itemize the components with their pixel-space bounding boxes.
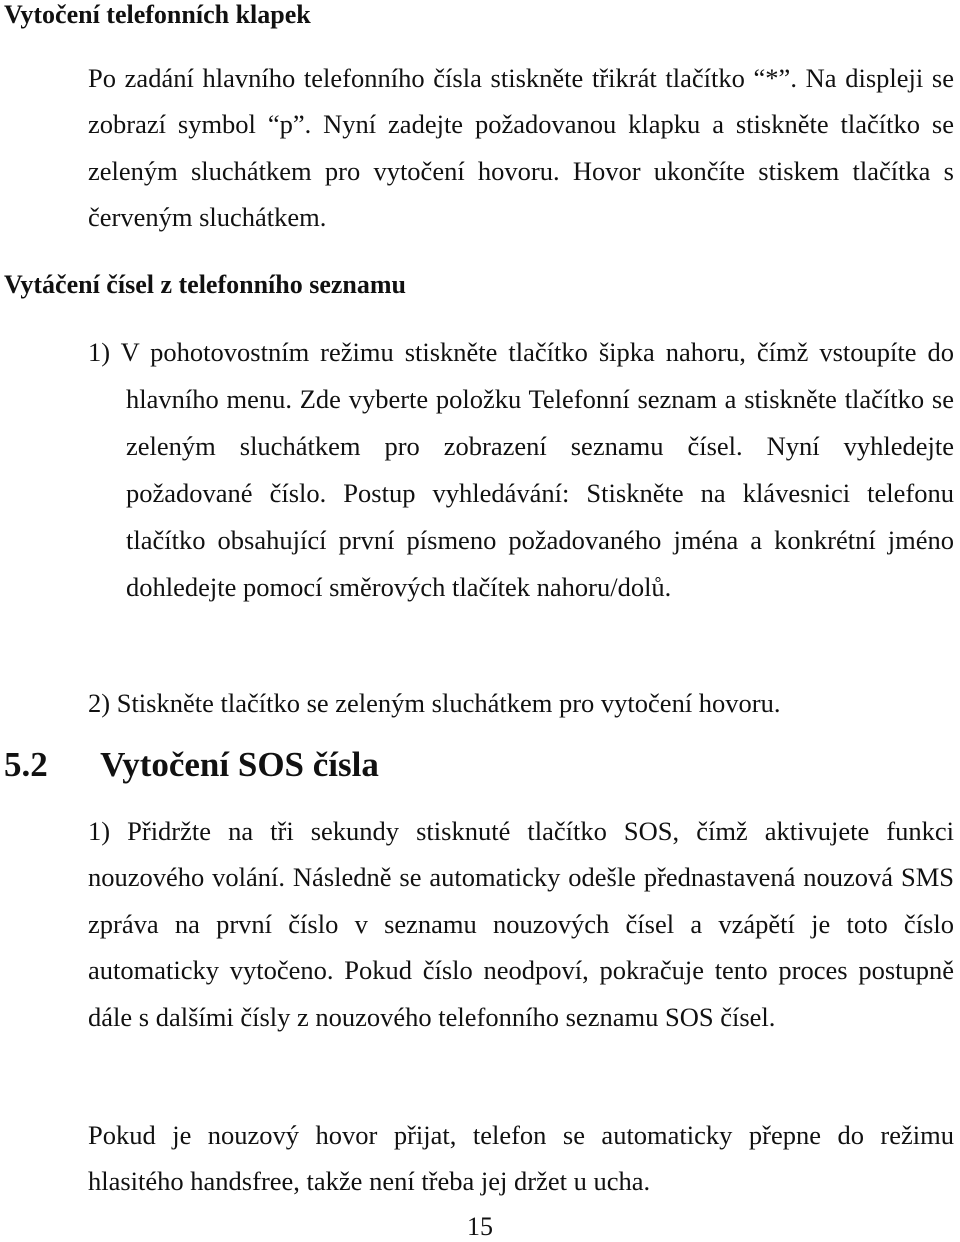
section-heading (4, 745, 379, 785)
paragraph-extensions: Po zadání hlavního telefonního čísla stiskněte třikrát tlačítko “*”. Na displeji se zobrazí symbol “p”. Nyní zadejte požadovanou klapku a stiskněte tlačítko se zeleným sluchátkem pro vytočení hovoru. Hovor ukončíte stiskem tlačítka s červeným sluchátkem. (88, 63, 954, 233)
list-item-1 (88, 329, 954, 611)
section-title: Vytočení SOS čísla (100, 745, 379, 784)
page-number: 15 (467, 1212, 493, 1241)
list-number-1: 1) (88, 337, 111, 367)
paragraph-handsfree: Pokud je nouzový hovor přijat, telefon se automaticky přepne do režimu hlasitého handsfree, takže není třeba jej držet u ucha. (88, 1120, 954, 1197)
list-item-1-text: V pohotovostním režimu stiskněte tlačítko šipka nahoru, čímž vstoupíte do hlavního menu. Zde vyberte položku Telefonní seznam a stiskněte tlačítko se zeleným sluchátkem pro zobrazení seznamu čísel. Nyní vyhledejte požadované číslo. Postup vyhledávání: Stiskněte na klávesnici telefonu tlačítko obsahující první písmeno požadovaného jména a konkrétní jméno dohledejte pomocí směrových tlačítek nahoru/dolů. (120, 337, 954, 602)
heading-telephone-extensions: Vytočení telefonních klapek (4, 0, 311, 29)
list-item-2: 2) Stiskněte tlačítko se zeleným sluchátkem pro vytočení hovoru. (88, 688, 781, 718)
heading-phonebook-dialing: Vytáčení čísel z telefonního seznamu (4, 270, 406, 299)
section-number: 5.2 (4, 745, 48, 784)
paragraph-sos-call: 1) Přidržte na tři sekundy stisknuté tlačítko SOS, čímž aktivujete funkci nouzového volání. Následně se automaticky odešle přednastavená nouzová SMS zpráva na první číslo v seznamu nouzových čísel a vzápětí je toto číslo automaticky vytočeno. Pokud číslo neodpoví, pokračuje tento proces postupně dále s dalšími čísly z nouzového telefonního seznamu SOS čísel. (88, 816, 954, 1032)
